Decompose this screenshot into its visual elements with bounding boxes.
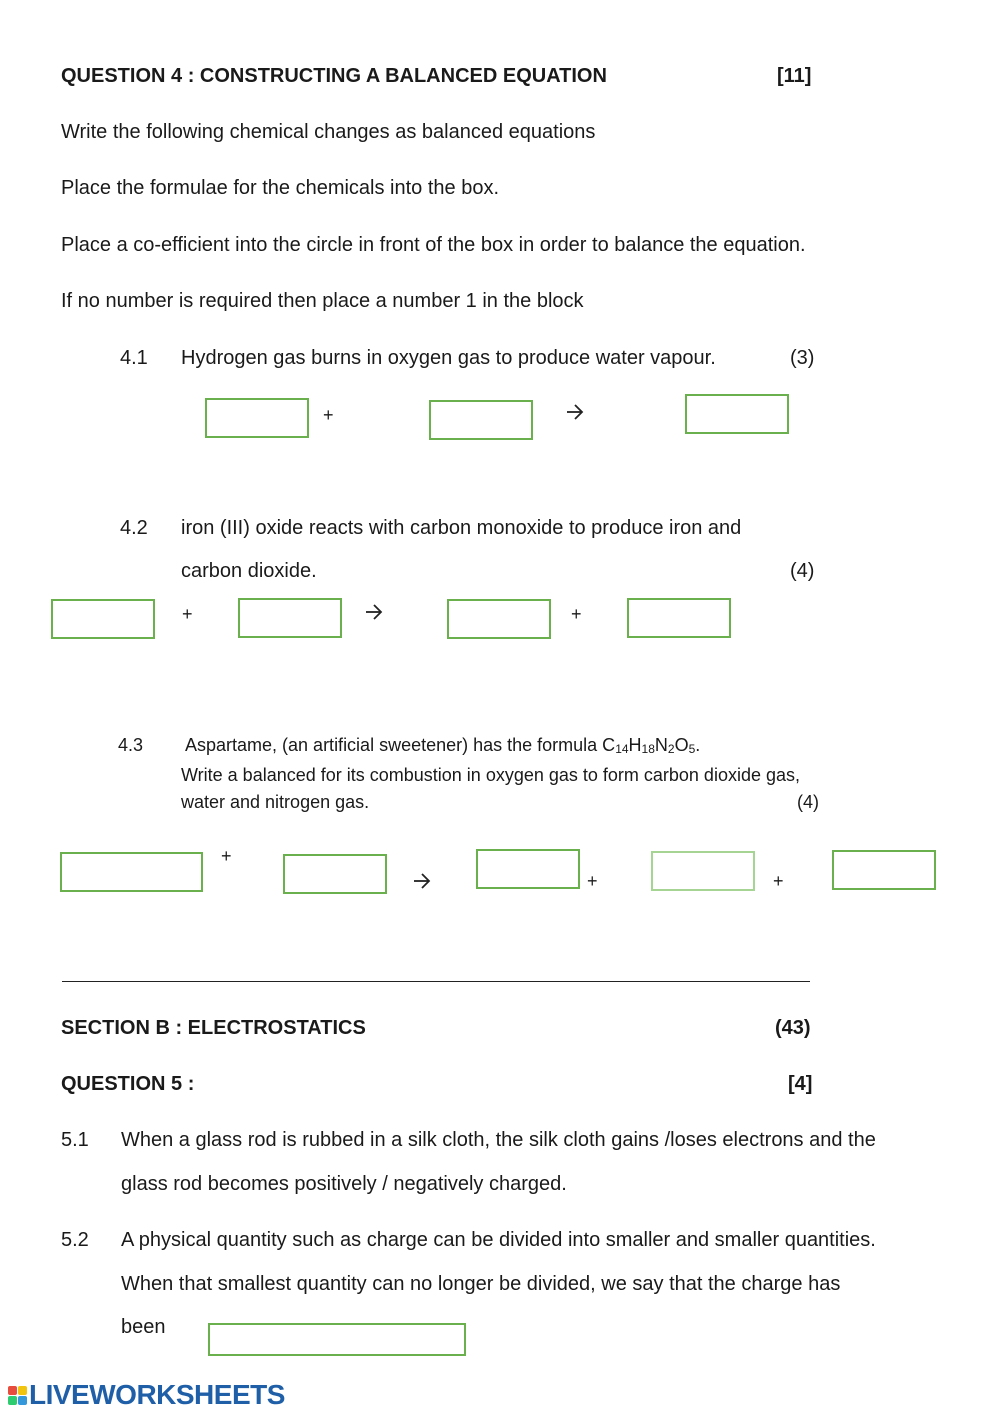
reaction-arrow-icon — [412, 871, 432, 891]
answer-box-4-2-d[interactable] — [627, 598, 731, 638]
answer-box-4-1-c[interactable] — [685, 394, 789, 434]
logo-mark-icon — [8, 1386, 27, 1405]
plus-sign: + — [773, 871, 784, 891]
q4-3-text-line3: water and nitrogen gas. — [181, 792, 370, 812]
q5-2-text-line2: When that smallest quantity can no longer be divided, we say that the charge has — [121, 1273, 841, 1295]
q4-2-number: 4.2 — [120, 517, 148, 539]
answer-box-4-3-c[interactable] — [476, 849, 580, 889]
answer-box-4-1-a[interactable] — [205, 398, 309, 438]
question-5-title: QUESTION 5 : — [61, 1073, 195, 1095]
instruction-3: Place a co-efficient into the circle in front of the box in order to balance the equation. — [61, 234, 806, 256]
answer-box-4-3-d[interactable] — [651, 851, 755, 891]
answer-box-4-1-b[interactable] — [429, 400, 533, 440]
q5-1-text-line1: When a glass rod is rubbed in a silk cloth, the silk cloth gains /loses electrons and the — [121, 1129, 876, 1151]
answer-box-4-3-e[interactable] — [832, 850, 936, 890]
plus-sign: + — [221, 846, 232, 866]
logo-text: LIVEWORKSHEETS — [29, 1379, 285, 1410]
answer-box-4-2-b[interactable] — [238, 598, 342, 638]
plus-sign: + — [571, 604, 582, 624]
q5-2-number: 5.2 — [61, 1229, 89, 1251]
answer-box-4-3-b[interactable] — [283, 854, 387, 894]
instruction-2: Place the formulae for the chemicals into the box. — [61, 177, 500, 199]
section-b-title: SECTION B : ELECTROSTATICS — [61, 1017, 366, 1039]
plus-sign: + — [323, 405, 334, 425]
q4-3-marks: (4) — [797, 792, 819, 812]
instruction-1: Write the following chemical changes as balanced equations — [61, 121, 596, 143]
q4-2-marks: (4) — [790, 560, 815, 582]
q5-2-text-line3: been — [121, 1316, 166, 1338]
question-4-marks: [11] — [777, 65, 812, 87]
q4-2-text-line1: iron (III) oxide reacts with carbon monoxide to produce iron and — [181, 517, 742, 539]
question-5-marks: [4] — [788, 1073, 813, 1095]
reaction-arrow-icon — [364, 602, 384, 622]
plus-sign: + — [587, 871, 598, 891]
reaction-arrow-icon — [565, 402, 585, 422]
q4-1-marks: (3) — [790, 347, 815, 369]
liveworksheets-logo — [8, 1380, 285, 1410]
q4-1-number: 4.1 — [120, 347, 148, 369]
q4-3-text-line2: Write a balanced for its combustion in oxygen gas to form carbon dioxide gas, — [181, 765, 800, 785]
q4-3-number: 4.3 — [118, 735, 144, 755]
instruction-4: If no number is required then place a number 1 in the block — [61, 290, 584, 312]
answer-box-5-2[interactable] — [208, 1323, 466, 1356]
q5-2-text-line1: A physical quantity such as charge can be divided into smaller and smaller quantities. — [121, 1229, 876, 1251]
answer-box-4-3-a[interactable] — [60, 852, 203, 892]
answer-box-4-2-c[interactable] — [447, 599, 551, 639]
q4-2-text-line2: carbon dioxide. — [181, 560, 317, 582]
q5-1-number: 5.1 — [61, 1129, 89, 1151]
section-divider — [62, 981, 810, 982]
section-b-marks: (43) — [775, 1017, 811, 1039]
q5-1-text-line2: glass rod becomes positively / negatively charged. — [121, 1173, 567, 1195]
q4-3-text-line1: Aspartame, (an artificial sweetener) has the formula $C_{14}H_{18}N_2O_5$. — [185, 735, 701, 756]
answer-box-4-2-a[interactable] — [51, 599, 155, 639]
question-4-title: QUESTION 4 : CONSTRUCTING A BALANCED EQUATION — [61, 65, 607, 87]
q4-1-text: Hydrogen gas burns in oxygen gas to produce water vapour. — [181, 347, 716, 369]
plus-sign: + — [182, 604, 193, 624]
